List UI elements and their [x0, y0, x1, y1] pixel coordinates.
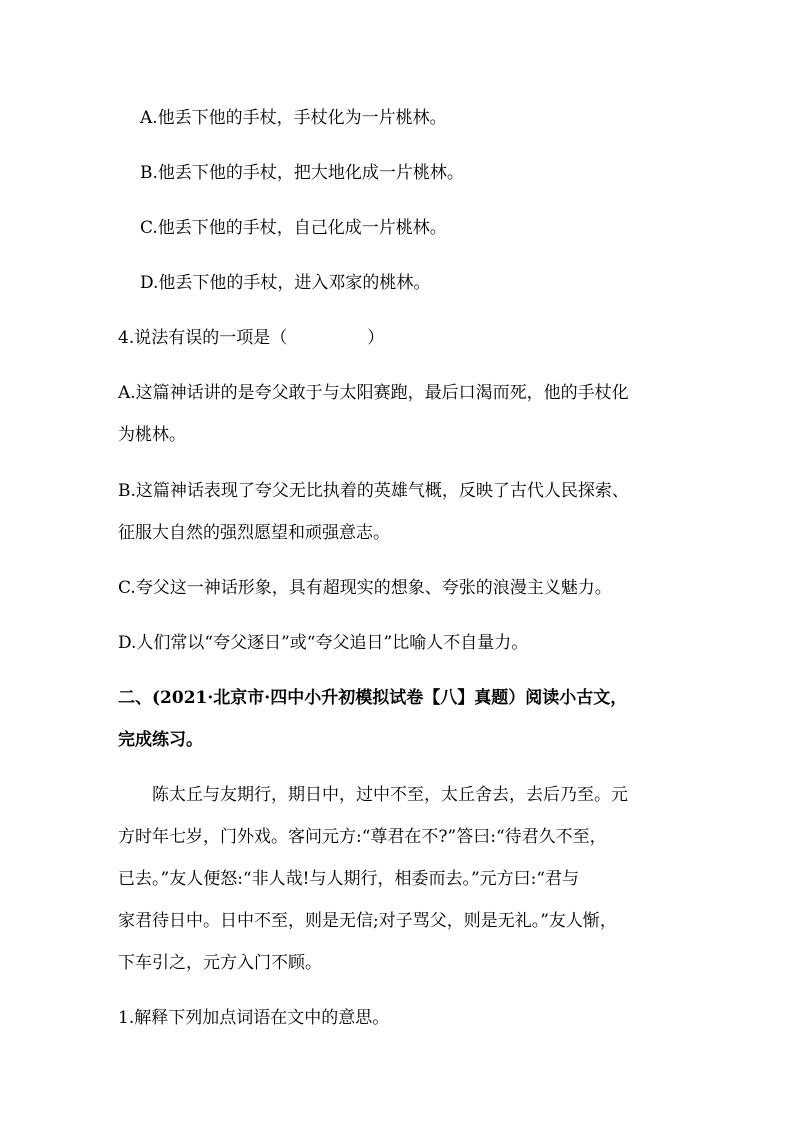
q4-option-a-line2: 为桃林。	[118, 425, 186, 445]
passage-line-2: 方时年七岁，门外戏。客问元方:“尊君在不?”答曰:“待君久不至，	[118, 827, 607, 847]
q3-option-c: C.他丢下他的手杖，自己化成一片桃林。	[140, 218, 447, 238]
q4-option-d: D.人们常以“夸父逐日”或“夸父追日”比喻人不自量力。	[118, 633, 529, 653]
q4-option-b-line1: B.这篇神话表现了夸父无比执着的英雄气概，反映了古代人民探索、	[118, 481, 629, 501]
q4-stem-prefix: 4.说法有误的一项是（	[118, 328, 288, 348]
section2-heading-line2: 完成练习。	[118, 730, 203, 750]
q4-option-a-line1: A.这篇神话讲的是夸父敢于与太阳赛跑，最后口渴而死，他的手杖化	[118, 383, 629, 403]
section2-heading-line1: 二、(2021·北京市·四中小升初模拟试卷【八】真题）阅读小古文，	[118, 688, 628, 708]
passage-line-1: 陈太丘与友期行，期日中，过中不至，太丘舍去，去后乃至。元	[118, 785, 628, 805]
q4-stem-suffix: ）	[367, 328, 385, 348]
passage-line-4: 家君待日中。日中不至，则是无信;对子骂父，则是无礼。”友人惭，	[118, 911, 617, 931]
passage-line-5: 下车引之，元方入门不顾。	[118, 953, 322, 973]
q4-option-b-line2: 征服大自然的强烈愿望和顽强意志。	[118, 523, 390, 543]
q1-stem: 1.解释下列加点词语在文中的意思。	[118, 1008, 390, 1028]
q3-option-d: D.他丢下他的手杖，进入邓家的桃林。	[140, 273, 431, 293]
q3-option-a: A.他丢下他的手杖，手杖化为一片桃林。	[140, 108, 447, 128]
q4-stem	[118, 328, 698, 348]
passage-line-3: 已去。”友人便怒:“非人哉!与人期行，相委而去。”元方曰:“君与	[118, 869, 580, 889]
q4-option-c: C.夸父这一神话形象，具有超现实的想象、夸张的浪漫主义魅力。	[118, 578, 612, 598]
q3-option-b: B.他丢下他的手杖，把大地化成一片桃林。	[140, 163, 464, 183]
